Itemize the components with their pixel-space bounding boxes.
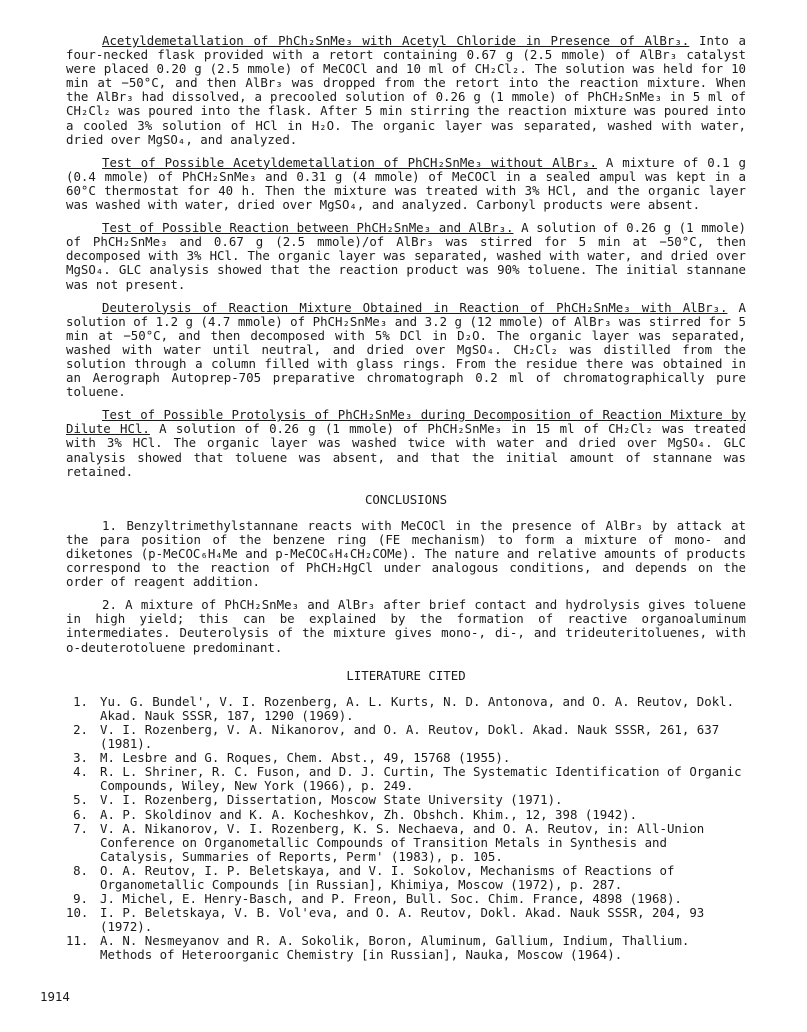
paragraph-title: Test of Possible Protolysis of PhCH₂SnMe₃ during Decomposition of Reaction Mixture by Dilute HCl. — [66, 407, 746, 437]
reference-number: 4. — [73, 764, 88, 780]
reference-number: 9. — [73, 891, 88, 907]
reference-item — [66, 892, 746, 906]
paragraph-reaction-between — [66, 221, 746, 291]
conclusion-item: 2. A mixture of PhCH₂SnMe₃ and AlBr₃ after brief contact and hydrolysis gives toluene in high yield; this can be explained by the formation of reactive organoaluminum intermediates. Deuterolysis of the mixture gives mono-, di-, and trideuteritoluenes, with o-deuterotoluene predominant. — [66, 597, 746, 655]
reference-item — [66, 695, 746, 723]
literature-heading: LITERATURE CITED — [346, 667, 466, 683]
paragraph-text: A solution of 1.2 g (4.7 mmole) of PhCH₂SnMe₃ and 3.2 g (12 mmole) of AlBr₃ was stirred for 5 min at −50°C, and then decomposed with 5% DCl in D₂O. The organic layer was separated, washed with water until neutral, and dried over MgSO₄. CH₂Cl₂ was distilled from the solution through a column filled with glass rings. From the residue there was obtained in an Aerograph Autoprep-705 preparative chromatograph 0.2 ml of chromatographically pure toluene. — [66, 299, 747, 400]
reference-number: 10. — [66, 905, 89, 921]
reference-number: 8. — [73, 862, 88, 878]
reference-list — [66, 695, 746, 963]
reference-text: Yu. G. Bundel', V. I. Rozenberg, A. L. Kurts, N. D. Antonova, and O. A. Reutov, Dokl. Akad. Nauk SSSR, 187, 1290 (1969). — [100, 693, 735, 723]
paragraph-text: A solution of 0.26 g (1 mmole) of PhCH₂SnMe₃ in 15 ml of CH₂Cl₂ was treated with 3% HCl. The organic layer was washed twice with water and dried over MgSO₄. GLC analysis showed that toluene was absent, and that the initial amount of stannane was retained. — [66, 421, 746, 479]
reference-item — [66, 793, 746, 807]
reference-text: R. L. Shriner, R. C. Fuson, and D. J. Curtin, The Systematic Identification of Organic Compounds, Wiley, New York (1966), p. 249. — [100, 764, 742, 794]
paragraph-text: A mixture of 0.1 g (0.4 mmole) of PhCH₂SnMe₃ and 0.31 g (4 mmole) of MeCOCl in a sealed ampul was kept in a 60°C thermostat for 40 h. Then the mixture was treated with 3% HCl, and the organic layer was washed with water, dried over MgSO₄, and analyzed. Carbonyl products were absent. — [66, 154, 746, 213]
paragraph-deuterolysis — [66, 301, 746, 400]
reference-item — [66, 808, 746, 822]
paragraph-title: Test of Possible Acetyldemetallation of PhCH₂SnMe₃ without AlBr₃. — [102, 154, 598, 170]
conclusions-heading: CONCLUSIONS — [364, 491, 448, 507]
reference-item — [66, 751, 746, 765]
paragraph-test-without-albr3 — [66, 156, 746, 212]
page-body — [66, 34, 746, 963]
reference-text: M. Lesbre and G. Roques, Chem. Abst., 49, 15768 (1955). — [100, 750, 511, 766]
paragraph-text: A solution of 0.26 g (1 mmole) of PhCH₂SnMe₃ and 0.67 g (2.5 mmole)/of AlBr₃ was stirred for 5 min at −50°C, then decomposed with 3% HCl. The organic layer was separated, washed with water, and dried over MgSO₄. GLC analysis showed that the reaction product was 90% toluene. The initial stannane was not present. — [66, 220, 746, 292]
reference-text: A. N. Nesmeyanov and R. A. Sokolik, Boron, Aluminum, Gallium, Indium, Thallium. Methods of Heteroorganic Chemistry [in Russian], Nauka, Moscow (1964). — [100, 933, 690, 963]
reference-item — [66, 765, 746, 793]
reference-text: O. A. Reutov, I. P. Beletskaya, and V. I. Sokolov, Mechanisms of Reactions of Organometallic Compounds [in Russian], Khimiya, Moscow (1972), p. 287. — [100, 862, 675, 892]
paragraph-title: Test of Possible Reaction between PhCH₂SnMe₃ and AlBr₃. — [102, 220, 514, 236]
reference-text: J. Michel, E. Henry-Basch, and P. Freon, Bull. Soc. Chim. France, 4898 (1968). — [100, 891, 682, 907]
reference-number: 1. — [73, 693, 88, 709]
reference-item — [66, 864, 746, 892]
reference-text: V. I. Rozenberg, Dissertation, Moscow State University (1971). — [100, 792, 563, 808]
reference-number: 7. — [73, 820, 88, 836]
reference-item — [66, 822, 746, 864]
reference-number: 5. — [73, 792, 88, 808]
paragraph-title: Deuterolysis of Reaction Mixture Obtained in Reaction of PhCH₂SnMe₃ with AlBr₃. — [102, 299, 728, 315]
reference-item — [66, 906, 746, 934]
paragraph-title: Acetyldemetallation of PhCh₂SnMe₃ with Acetyl Chloride in Presence of AlBr₃. — [102, 33, 690, 48]
page-number: 1914 — [40, 989, 70, 1004]
reference-text: A. P. Skoldinov and K. A. Kocheshkov, Zh. Obshch. Khim., 12, 398 (1942). — [100, 806, 638, 822]
reference-number: 6. — [73, 806, 88, 822]
reference-number: 11. — [66, 933, 89, 949]
reference-item — [66, 723, 746, 751]
reference-text: I. P. Beletskaya, V. B. Vol'eva, and O. A. Reutov, Dokl. Akad. Nauk SSSR, 204, 93 (1972). — [100, 905, 705, 935]
paragraph-text: Into a four-necked flask provided with a retort containing 0.67 g (2.5 mmole) of AlBr₃ catalyst were placed 0.20 g (2.5 mmole) of MeCOCl and 10 ml of CH₂Cl₂. The solution was held for 10 min at −50°C, and then AlBr₃ was dropped from the retort into the reaction mixture. When the AlBr₃ had dissolved, a precooled solution of 0.26 g (1 mmole) of PhCH₂SnMe₃ in 5 ml of CH₂Cl₂ was poured into the flask. After 5 min stirring the reaction mixture was poured into a cooled 3% solution of HCl in H₂O. The organic layer was separated, washed with water, dried over MgSO₄, and analyzed. — [66, 33, 746, 147]
conclusion-item: 1. Benzyltrimethylstannane reacts with MeCOCl in the presence of AlBr₃ by attack at the para position of the benzene ring (FE mechanism) to form a mixture of mono- and diketones (p-MeCOC₆H₄Me and p-MeCOC₆H₄CH₂COMe). The nature and relative amounts of products correspond to the reaction of PhCH₂HgCl under analogous conditions, and depends on the order of reagent addition. — [66, 517, 746, 590]
paragraph-protolysis — [66, 408, 746, 478]
reference-text: V. I. Rozenberg, V. A. Nikanorov, and O. A. Reutov, Dokl. Akad. Nauk SSSR, 261, 637 (1981). — [100, 721, 720, 752]
paragraph-acetyldemetallation — [66, 34, 746, 147]
reference-number: 2. — [73, 721, 88, 737]
reference-text: V. A. Nikanorov, V. I. Rozenberg, K. S. Nechaeva, and O. A. Reutov, in: All-Union Conference on Organometallic Compounds of Transition Metals in Synthesis and Catalysis, Summaries of Reports, Perm' (1983), p. 105. — [100, 820, 705, 864]
reference-number: 3. — [73, 750, 88, 766]
reference-item — [66, 934, 746, 962]
